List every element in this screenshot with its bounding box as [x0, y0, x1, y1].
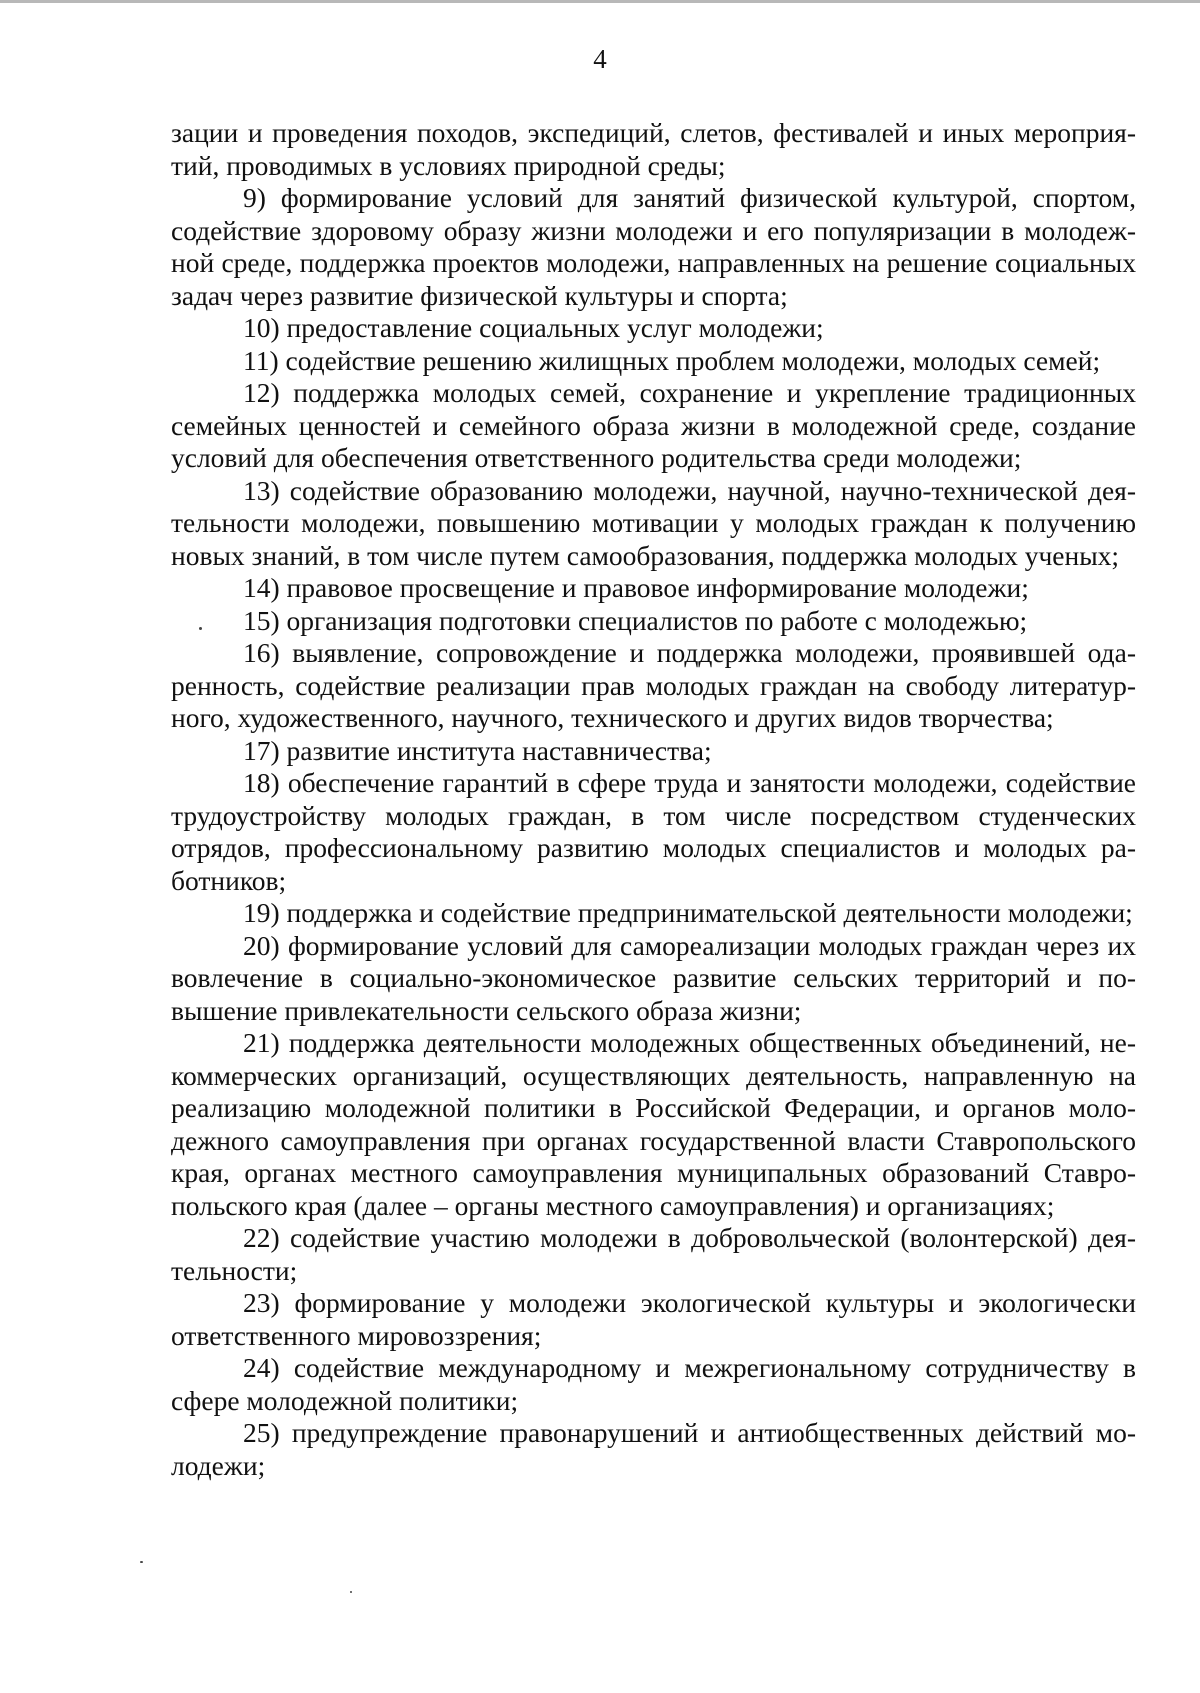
paragraph-item-13: 13) содействие образованию молодежи, научной, научно-технической деятельности молодежи, повышению мотивации у молодых граждан к получению новых знаний, в том числе путем самообразования, поддержка молодых ученых; [171, 474, 1136, 571]
document-body [171, 117, 1136, 1482]
paragraph-item-15: 15) организация подготовки специалистов по работе с молодежью; [243, 604, 1028, 636]
paragraph-item-11: 11) содействие решению жилищных проблем молодежи, молодых семей; [243, 344, 1101, 376]
paragraph-item-12: 12) поддержка молодых семей, сохранение и укрепление традиционных семейных ценностей и семейного образа жизни в молодежной среде, создание условий для обеспечения ответственного родительства среди молодежи; [171, 377, 1136, 473]
scan-speck [140, 1561, 143, 1563]
paragraph-continuation: зации и проведения походов, экспедиций, слетов, фестивалей и иных мероприятий, проводимых в условиях природной среды; [171, 117, 1136, 181]
scan-speck [350, 1591, 352, 1593]
page-number: 4 [593, 44, 607, 74]
paragraph-item-18: 18) обеспечение гарантий в сфере труда и занятости молодежи, содействие трудоустройству молодых граждан, в том числе посредством студенческих отрядов, профессиональному развитию молодых специалистов и молодых работников; [171, 767, 1136, 896]
paragraph-item-20: 20) формирование условий для самореализации молодых граждан через их вовлечение в социально-экономическое развитие сельских территорий и повышение привлекательности сельского образа жизни; [171, 929, 1136, 1026]
paragraph-item-22: 22) содействие участию молодежи в добровольческой (волонтерской) деятельности; [171, 1222, 1136, 1286]
paragraph-item-14: 14) правовое просвещение и правовое информирование молодежи; [243, 572, 1029, 603]
scan-speck [199, 627, 202, 630]
paragraph-item-21: 21) поддержка деятельности молодежных общественных объединений, некоммерческих организаций, осуществляющих деятельность, направленную на реализацию молодежной политики в Российской Федерации, и органов молодежного самоуправления при органах государственной власти Ставропольского края, органах местного самоуправления муниципальных образований Ставропольского края (далее – органы местного самоуправления) и организациях; [171, 1027, 1136, 1221]
scan-edge-line [0, 0, 1200, 3]
paragraph-item-25: 25) предупреждение правонарушений и антиобщественных действий молодежи; [171, 1417, 1136, 1481]
paragraph-item-24: 24) содействие международному и межрегиональному сотрудничеству в сфере молодежной политики; [171, 1352, 1136, 1416]
paragraph-item-9: 9) формирование условий для занятий физической культурой, спортом, содействие здоровому образу жизни молодежи и его популяризации в молодежной среде, поддержка проектов молодежи, направленных на решение социальных задач через развитие физической культуры и спорта; [171, 182, 1136, 311]
paragraph-item-23: 23) формирование у молодежи экологической культуры и экологически ответственного мировоззрения; [171, 1287, 1136, 1351]
paragraph-item-17: 17) развитие института наставничества; [243, 734, 712, 766]
paragraph-item-19: 19) поддержка и содействие предпринимательской деятельности молодежи; [243, 897, 1133, 928]
paragraph-item-10: 10) предоставление социальных услуг молодежи; [243, 312, 824, 343]
paragraph-item-16: 16) выявление, сопровождение и поддержка молодежи, проявившей одаренность, содействие реализации прав молодых граждан на свободу литературного, художественного, научного, технического и других видов творчества; [171, 637, 1136, 733]
